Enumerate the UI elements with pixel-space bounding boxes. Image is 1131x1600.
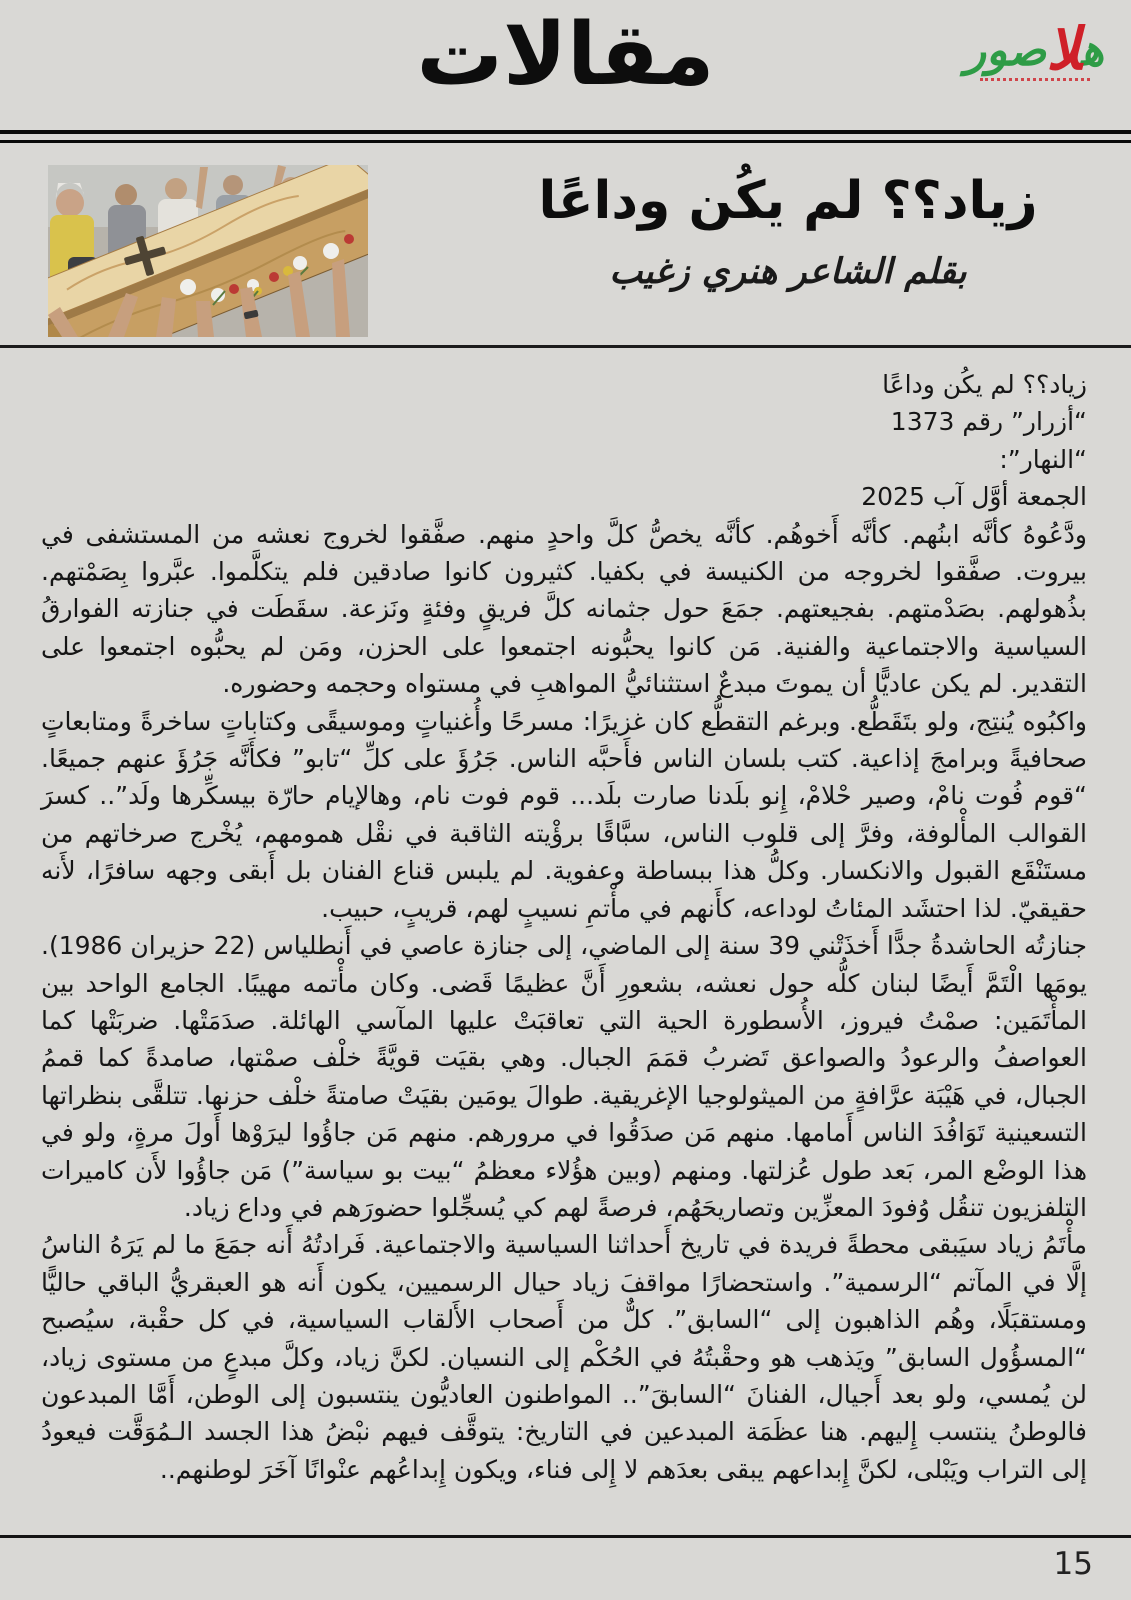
logo-tagline-illegible	[980, 78, 1090, 81]
section-title: مقالات	[416, 5, 715, 105]
paragraph-2: واكبُوه يُنتِج، ولو بتَقَطُّع. وبرغم التقطُّع كان غزيرًا: مسرحًا وأُغنياتٍ وموسيقًى وكتاباتٍ ساخرةً ومتابعاتٍ صحافيةً وبرامجَ إذاعية. كتب بلسان الناس فأَحبَّه الناس. جَرُؤَ على كلِّ “تابو” فكأَنَّه جَرُؤَ عنهم جميعًا. “قوم فُوت نامْ، وصير حْلامْ، إِنو بلَدنا صارت بلَد... قوم فوت نام، وهالإيام حارّة بيسكِّرها ولَد”.. كسرَ القوالب المأْلوفة، وفرَّ إلى قلوب الناس، سبَّاقًا برؤْيته الثاقبة في نقْل همومهم، يُخْرج صرخاتهم من مستَنْقَع القبول والانكسار. وكلُّ هذا ببساطة وعفوية. لم يلبس قناع الفنان بل أَبقى وجهه سافرًا، لأَنه حقيقيّ. لذا احتشَد المئاتُ لوداعه، كأَنهم في مأْتمِ نسيبٍ لهم، قريبٍ، حبيب.	[41, 706, 1087, 923]
logo-wordmark	[964, 15, 1105, 83]
meta-line-title: زياد؟؟ لم يكُن وداعًا	[882, 370, 1087, 399]
logo-letter-la: لا	[1046, 15, 1081, 83]
meta-line-date: الجمعة أوَّل آب 2025	[861, 482, 1087, 512]
meta-line-series-number: “أزرار” رقم 1373	[890, 407, 1087, 437]
meta-line-newspaper: “النهار”:	[999, 444, 1087, 474]
article-title: زياد؟؟ لم يكُن وداعًا	[538, 171, 1038, 231]
funeral-coffin-photo	[48, 165, 368, 337]
paragraph-4: مأْتَمُ زياد سيَبقى محطةً فريدة في تاريخ أَحداثنا السياسية والاجتماعية. فَرادتُهُ أَنه جمَعَ ما لم يَرَهُ الناسُ إلَّا في المآتم “الرسمية”. واستحضارًا مواقفَ زياد حيال الرسميين، يكون أَنه هو العبقريُّ الباقي حاليًّا ومستقبَلًا، وهُم الذاهبون إلى “السابق”. كلٌّ من أَصحاب الأَلقاب السياسية، في كل حقْبة، سيُصبح “المسؤُول السابق” ويَذهب هو وحقْبتُهُ في الحُكْم إلى النسيان. لكنَّ زياد، وكلَّ مبدعٍ من مستوى زياد، لن يُمسي، ولو بعد أَجيال، الفنانَ “السابقَ”.. المواطنون العاديُّون ينتسبون إلى الوطن، أَمَّا المبدعون فالوطنُ ينتسب إِليهم. هنا عظَمَة المبدعين في التاريخ: يتوقَّف فيهم نبْضُ هذا الجسد الـمُوَقَّت فيعودُ إلى التراب ويَبْلى، لكنَّ إِبداعهم يبقى بعدَهم لا إِلى فناء، ويكون إِبداعُهم عنْوانًا آخَرَ لوطنهم..	[41, 1230, 1087, 1484]
header-double-rule	[0, 130, 1131, 143]
article-title-block	[470, 168, 1106, 292]
publication-logo	[952, 16, 1117, 81]
article-separator-rule	[0, 345, 1131, 348]
page-number: 15	[1053, 1546, 1093, 1582]
paragraph-3: جنازتُه الحاشدةُ جدًّا أَخذَتْني 39 سنة إلى الماضي، إلى جنازة عاصي في أَنطلياس (22 حزيران 1986). يومَها الْتَمَّ أَيضًا لبنان كلُّه حول نعشه، بشعورِ أَنَّ عظيمًا قَضى. وكان مأْتمه مهيبًا. الجامع الواحد بين المأْتَمَين: صمْتُ فيروز، الأُسطورة الحية التي تعاقبَتْ عليها المآسي الهائلة. صدَمَتْها. ضربَتْها كما العواصفُ والرعودُ والصواعق تَضربُ قمَمَ الجبال. وهي بقيَت قويَّةً خلْف صمْتها، صامدةً كما قممُ الجبال، في هَيْبَة عرَّافةٍ من الميثولوجيا الإغريقية. طوالَ يومَين بقيَتْ صامتةً خلْف حزنها. تتلقَّى بنظراتها التسعينية تَوَافُدَ الناس أَمامها. منهم مَن صدَقُوا في مرورهم. منهم مَن جاؤُوا ليرَوْها أَولَ مرةٍ، ولو في هذا الوضْع المر، بَعد طول عُزلتها. ومنهم (وبين هؤُلاء معظمُ “بيت بو سياسة”) مَن جاؤُوا لأَن كاميرات التلفزيون تنقُل وُفودَ المعزِّين وتصاريحَهُم، فرصةً لهم كي يُسجِّلوا حضورَهم في وداع زياد.	[41, 931, 1087, 1222]
logo-letters-sour: صور	[964, 25, 1047, 76]
footer-rule	[0, 1535, 1131, 1538]
paragraph-1: ودَّعُوهُ كأنَّه ابنُهم. كأنَّه أَخوهُم. كأنَّه يخصُّ كلَّ واحدٍ منهم. صفَّقوا لخروج نعشه من المستشفى في بيروت. صفَّقوا لخروجه من الكنيسة في بكفيا. كثيرون كانوا صادقين فلم يتكلَّموا. عبَّروا بِصَمْتهم. بذُهولهم. بصَدْمتهم. بفجيعتهم. جمَعَ حول جثمانه كلَّ فريقٍ وفئةٍ ونَزعة. سقَطَت في جنازته الفوارقُ السياسية والاجتماعية والفنية. مَن كانوا يحبُّونه اجتمعوا على الحزن، ومَن لم يحبُّوه اجتمعوا على التقدير. لم يكن عاديًّا أن يموتَ مبدعٌ استثنائيُّ المواهبِ في مستواه وحجمه وحضوره.	[41, 519, 1087, 699]
article-header	[0, 160, 1131, 345]
article-body	[41, 366, 1087, 1488]
article-byline: بقلم الشاعر هنري زغيب	[609, 251, 967, 292]
logo-letter-ha: ه	[1080, 25, 1105, 76]
